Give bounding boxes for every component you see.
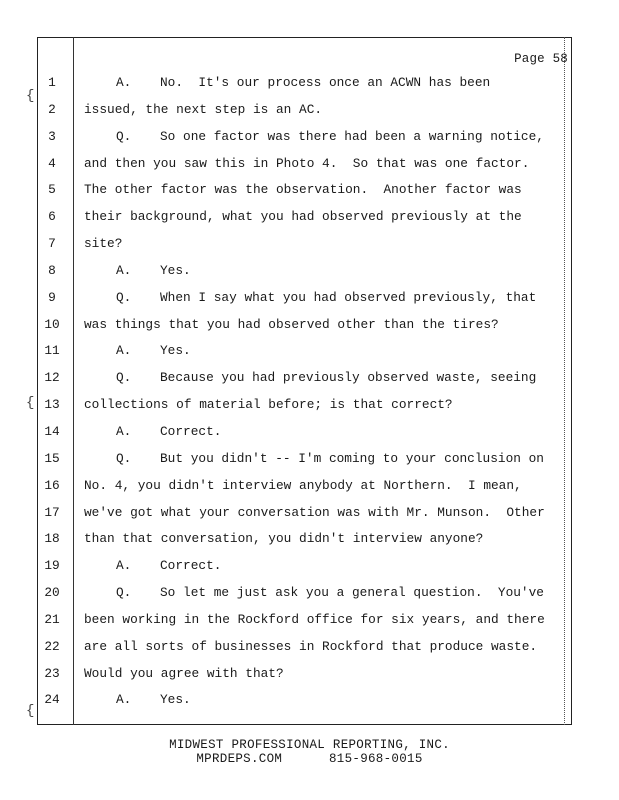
speaker-label: Q. [116, 450, 132, 466]
line-number: 8 [48, 262, 56, 278]
transcript-line [0, 422, 619, 449]
line-number: 22 [44, 638, 60, 654]
transcript-line [0, 368, 619, 395]
page-number: Page 58 [514, 52, 568, 66]
line-text: So let me just ask you a general question. You've [160, 585, 544, 601]
transcript-lines [0, 73, 619, 717]
speaker-label: A. [116, 558, 132, 574]
line-text: their background, what you had observed previously at the [84, 209, 522, 225]
transcript-line [0, 664, 619, 691]
line-number: 4 [48, 155, 56, 171]
line-text: Because you had previously observed waste, seeing [160, 370, 537, 386]
transcript-line [0, 100, 619, 127]
line-text: No. 4, you didn't interview anybody at Northern. I mean, [84, 477, 522, 493]
line-number: 12 [44, 370, 60, 386]
line-text: But you didn't -- I'm coming to your conclusion on [160, 450, 544, 466]
line-text: Correct. [160, 558, 222, 574]
binding-bracket-top: { [26, 88, 35, 104]
line-text: The other factor was the observation. Another factor was [84, 182, 522, 198]
speaker-label: A. [116, 423, 132, 439]
transcript-line [0, 261, 619, 288]
line-text: site? [84, 236, 123, 252]
line-text: Yes. [160, 343, 191, 359]
line-number: 9 [48, 289, 56, 305]
line-text: Yes. [160, 692, 191, 708]
speaker-label: Q. [116, 370, 132, 386]
line-text: Would you agree with that? [84, 665, 284, 681]
line-text: When I say what you had observed previously, that [160, 289, 537, 305]
speaker-label: Q. [116, 128, 132, 144]
transcript-line [0, 154, 619, 181]
speaker-label: Q. [116, 585, 132, 601]
line-number: 10 [44, 316, 60, 332]
line-number: 16 [44, 477, 60, 493]
line-number: 19 [44, 558, 60, 574]
line-text: No. It's our process once an ACWN has been [160, 75, 491, 90]
speaker-label: A. [116, 262, 132, 278]
binding-bracket-middle: { [26, 395, 35, 411]
line-number: 17 [44, 504, 60, 520]
transcript-line [0, 556, 619, 583]
line-text: been working in the Rockford office for six years, and there [84, 611, 545, 627]
line-number: 20 [44, 585, 60, 601]
line-text: Yes. [160, 262, 191, 278]
line-text: was things that you had observed other than the tires? [84, 316, 499, 332]
line-number: 14 [44, 423, 60, 439]
transcript-line [0, 127, 619, 154]
transcript-line [0, 395, 619, 422]
line-text: collections of material before; is that correct? [84, 397, 453, 413]
line-text: Correct. [160, 423, 222, 439]
transcript-line [0, 690, 619, 717]
transcript-line [0, 180, 619, 207]
footer-phone: 815-968-0015 [329, 752, 423, 766]
transcript-line [0, 476, 619, 503]
line-text: are all sorts of businesses in Rockford that produce waste. [84, 638, 538, 654]
transcript-line [0, 315, 619, 342]
line-text: than that conversation, you didn't interview anyone? [84, 531, 484, 547]
binding-bracket-bottom: { [26, 703, 35, 719]
speaker-label: A. [116, 75, 132, 90]
transcript-line [0, 288, 619, 315]
line-number: 3 [48, 128, 56, 144]
transcript-line [0, 449, 619, 476]
transcript-line [0, 341, 619, 368]
footer-website: MPRDEPS.COM [196, 752, 283, 766]
transcript-line [0, 610, 619, 637]
line-number: 24 [44, 692, 60, 708]
line-number: 2 [48, 101, 56, 117]
line-number: 13 [44, 397, 60, 413]
footer-contact [0, 752, 619, 766]
transcript-line [0, 234, 619, 261]
transcript-line [0, 583, 619, 610]
line-number: 18 [44, 531, 60, 547]
footer-company: MIDWEST PROFESSIONAL REPORTING, INC. [169, 738, 450, 752]
line-number: 1 [48, 75, 56, 90]
speaker-label: Q. [116, 289, 132, 305]
line-number: 7 [48, 236, 56, 252]
speaker-label: A. [116, 343, 132, 359]
line-text: we've got what your conversation was with Mr. Munson. Other [84, 504, 545, 520]
line-number: 23 [44, 665, 60, 681]
transcript-line [0, 529, 619, 556]
line-number: 6 [48, 209, 56, 225]
transcript-line [0, 503, 619, 530]
transcript-line [0, 73, 619, 100]
line-text: and then you saw this in Photo 4. So that was one factor. [84, 155, 530, 171]
line-number: 15 [44, 450, 60, 466]
transcript-line [0, 637, 619, 664]
line-number: 21 [44, 611, 60, 627]
line-text: So one factor was there had been a warning notice, [160, 128, 544, 144]
line-text: issued, the next step is an AC. [84, 101, 323, 117]
line-number: 5 [48, 182, 56, 198]
speaker-label: A. [116, 692, 132, 708]
line-number: 11 [44, 343, 60, 359]
transcript-line [0, 207, 619, 234]
